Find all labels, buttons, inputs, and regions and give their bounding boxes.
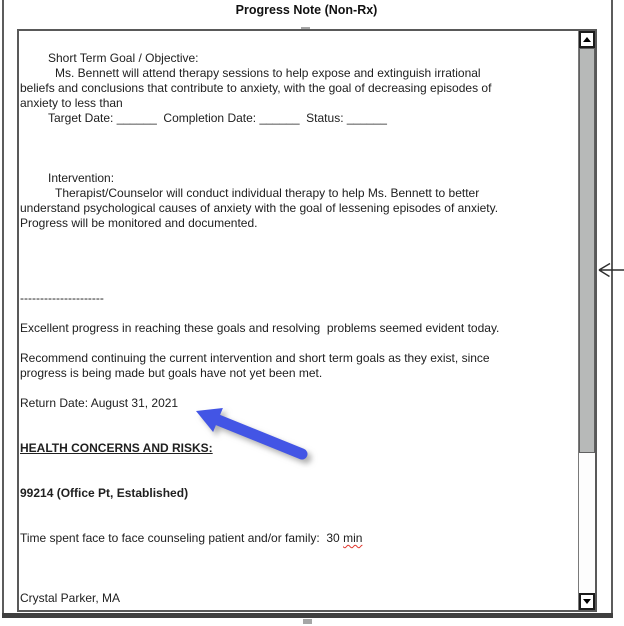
note-line — [20, 336, 576, 351]
note-line — [20, 231, 576, 246]
note-line: Ms. Bennett will attend therapy sessions to help expose and extinguish irrational — [55, 66, 481, 80]
note-line: Time spent face to face counseling patient and/or family: 30 min — [20, 531, 363, 545]
note-line: Target Date: ______ Completion Date: ______ Status: ______ — [48, 111, 387, 125]
note-line: HEALTH CONCERNS AND RISKS: — [20, 441, 213, 455]
note-line — [20, 471, 576, 486]
note-line: Short Term Goal / Objective: — [48, 51, 199, 65]
note-line — [20, 246, 576, 261]
window-border-left — [2, 0, 4, 617]
note-line: anxiety to less than — [20, 96, 123, 110]
window-border-bottom — [2, 613, 613, 618]
note-line — [20, 276, 576, 291]
note-line — [20, 261, 576, 276]
spellcheck-marked-word: min — [343, 531, 363, 545]
note-line: Intervention: — [48, 171, 115, 185]
note-line: progress is being made but goals have not yet been met. — [20, 366, 323, 380]
note-line: Progress will be monitored and documented. — [20, 216, 258, 230]
note-line: Therapist/Counselor will conduct individual therapy to help Ms. Bennett to better — [55, 186, 480, 200]
note-line — [20, 381, 576, 396]
note-line: beliefs and conclusions that contribute to anxiety, with the goal of decreasing episodes of — [20, 81, 492, 95]
window-border-right — [611, 0, 613, 617]
resize-handle-bottom[interactable] — [303, 619, 312, 624]
note-line — [20, 126, 576, 141]
note-line: understand psychological causes of anxiety with the goal of lessening episodes of anxiety. — [20, 201, 499, 215]
note-content — [20, 36, 576, 606]
scrollbar-thumb[interactable] — [579, 48, 595, 453]
scrollbar-up-button[interactable] — [579, 31, 595, 48]
note-line — [20, 576, 576, 591]
note-line — [20, 546, 576, 561]
triangle-down-icon — [583, 599, 591, 604]
note-line — [20, 501, 576, 516]
note-line: Return Date: August 31, 2021 — [20, 396, 179, 410]
note-line — [20, 456, 576, 471]
note-line — [20, 141, 576, 156]
note-line: Excellent progress in reaching these goals and resolving problems seemed evident today. — [20, 321, 500, 335]
scrollbar-down-button[interactable] — [579, 593, 595, 610]
note-line — [20, 516, 576, 531]
note-line: --------------------- — [20, 291, 104, 305]
note-line — [20, 306, 576, 321]
note-textarea[interactable] — [17, 29, 597, 612]
note-line: Recommend continuing the current intervention and short term goals as they exist, since — [20, 351, 490, 365]
note-line — [20, 426, 576, 441]
note-line — [20, 36, 576, 51]
note-line: Crystal Parker, MA — [20, 591, 121, 605]
triangle-up-icon — [583, 37, 591, 42]
scrollbar[interactable] — [578, 31, 595, 610]
note-line — [20, 411, 576, 426]
note-line: 99214 (Office Pt, Established) — [20, 486, 189, 500]
note-line — [20, 561, 576, 576]
note-line — [20, 156, 576, 171]
window-title: Progress Note (Non-Rx) — [235, 3, 378, 17]
